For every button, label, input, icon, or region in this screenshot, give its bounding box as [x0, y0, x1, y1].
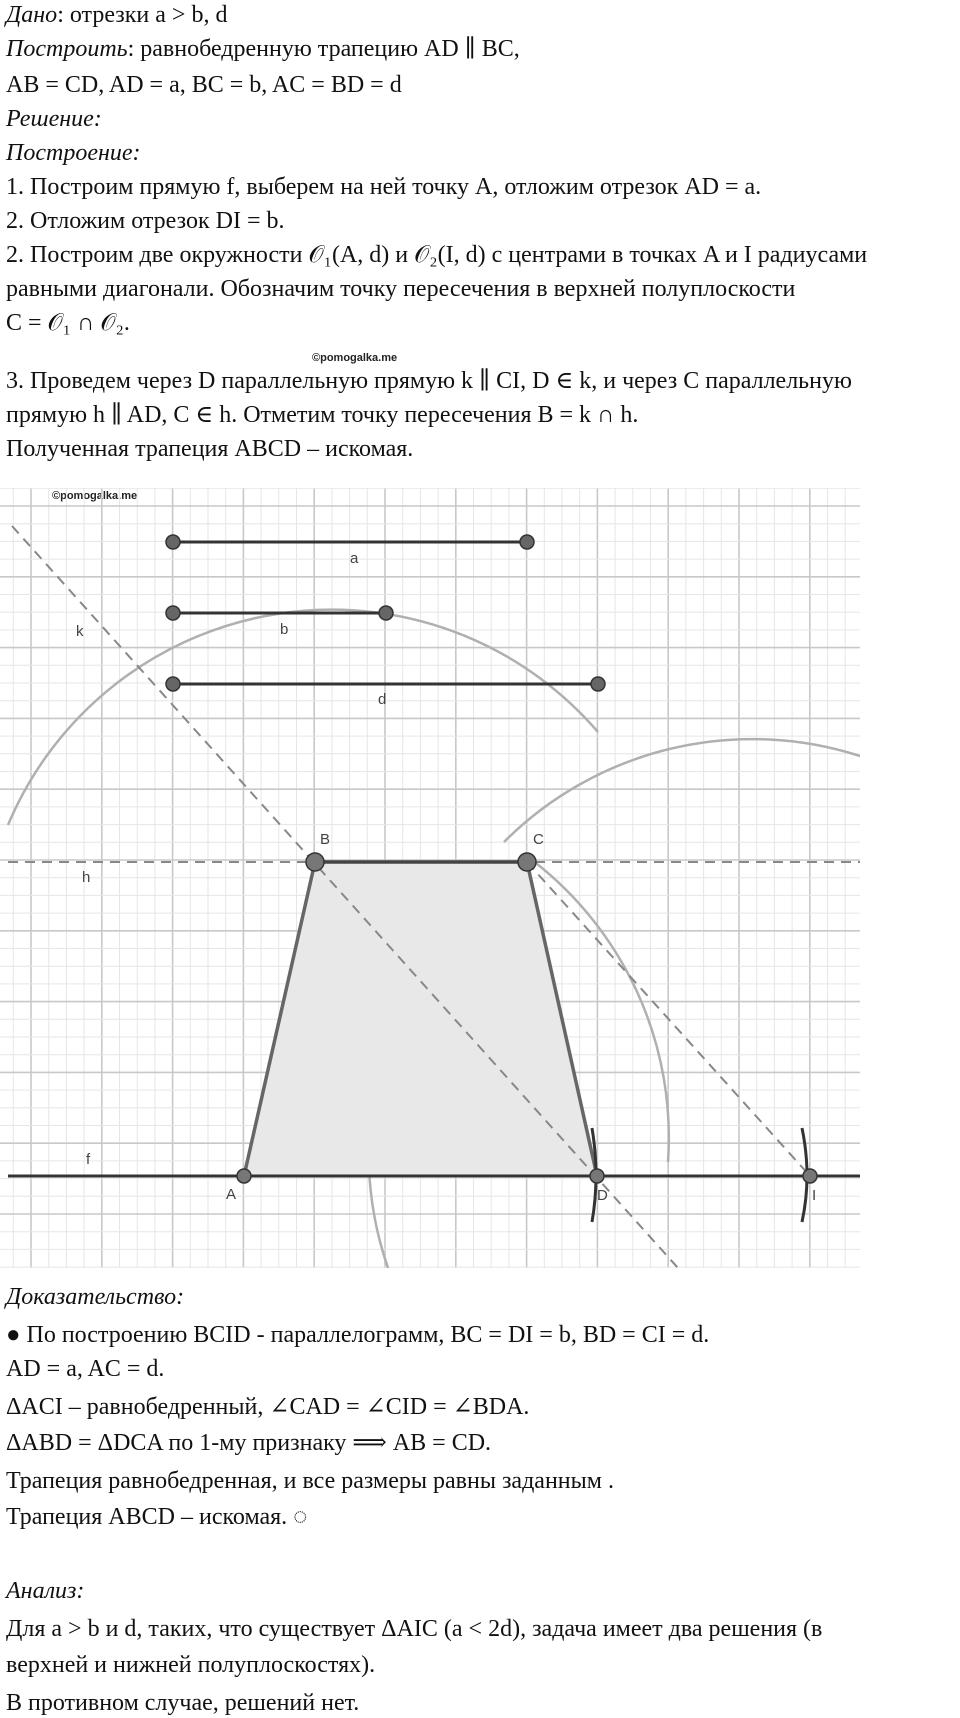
- segment-a-end-point: [520, 535, 534, 549]
- label-h-line: h: [82, 869, 91, 886]
- watermark-figure: ©pomogalka.me: [52, 490, 138, 502]
- circle-arc-o2-top: [504, 739, 860, 842]
- proof-line-1: ● По построению BCID - параллелограмм, BC = DI = b, BD = CI = d.: [6, 1322, 710, 1348]
- given-line: [6, 0, 227, 30]
- step-3-cont: прямую h ∥ AD, C ∈ h. Отметим точку пересечения B = k ∩ h.: [6, 402, 639, 428]
- label-point-d: D: [597, 1187, 608, 1204]
- segment-d-start-point: [166, 677, 180, 691]
- step-3: 3. Проведем через D параллельную прямую k ∥ CI, D ∈ k, и через C параллельную: [6, 368, 852, 394]
- circle-arc-o1-top: [8, 610, 598, 825]
- construction-figure: [0, 488, 860, 1268]
- segment-b-end-point: [379, 606, 393, 620]
- point-d: [590, 1169, 604, 1183]
- label-a-segment: a: [350, 550, 359, 567]
- label-point-i: I: [812, 1187, 817, 1204]
- construct-conditions: AB = CD, AD = a, BC = b, AC = BD = d: [6, 72, 402, 98]
- label-point-c: C: [533, 831, 544, 848]
- proof-line-2: AD = a, AC = d.: [6, 1356, 165, 1382]
- result-line: Полученная трапеция ABCD – искомая.: [6, 436, 414, 462]
- point-b: [306, 853, 324, 871]
- label-k-line: k: [76, 623, 84, 640]
- label-point-b: B: [320, 831, 331, 848]
- analysis-line-1: Для a > b и d, таких, что существует ΔAIC (a < 2d), задача имеет два решения (в: [6, 1616, 823, 1642]
- watermark-top: ©pomogalka.me: [312, 352, 398, 364]
- label-point-a: A: [226, 1186, 237, 1203]
- proof-line-4: ΔABD = ΔDCA по 1-му признаку ⟹ AB = CD.: [6, 1430, 492, 1456]
- proof-line-6: Трапеция ABCD – искомая. ◌: [6, 1504, 308, 1530]
- solution-label: Решение:: [6, 106, 102, 132]
- label-d-segment: d: [378, 691, 387, 708]
- given-label: Дано: [6, 2, 58, 28]
- step-2b-formula: C = 𝒪₁ ∩ 𝒪₂.: [6, 310, 130, 336]
- proof-label: Доказательство:: [6, 1284, 185, 1310]
- point-i: [803, 1169, 817, 1183]
- step-1: 1. Построим прямую f, выберем на ней точку A, отложим отрезок AD = a.: [6, 174, 762, 200]
- construct-label: Построить: [6, 36, 128, 62]
- analysis-label: Анализ:: [6, 1578, 85, 1604]
- label-b-segment: b: [280, 621, 289, 638]
- step-2: 2. Отложим отрезок DI = b.: [6, 208, 285, 234]
- proof-line-5: Трапеция равнобедренная, и все размеры равны заданным .: [6, 1468, 614, 1494]
- construct-line: [6, 34, 520, 64]
- point-a: [237, 1169, 251, 1183]
- segment-d-end-point: [591, 677, 605, 691]
- segment-a-start-point: [166, 535, 180, 549]
- point-c: [518, 853, 536, 871]
- construct-text: : равнобедренную трапецию AD ∥ BC,: [127, 36, 520, 62]
- label-f-line: f: [86, 1151, 91, 1168]
- analysis-line-2: верхней и нижней полуплоскостях).: [6, 1652, 376, 1678]
- step-2b-cont: равными диагонали. Обозначим точку пересечения в верхней полуплоскости: [6, 276, 796, 302]
- analysis-line-3: В противном случае, решений нет.: [6, 1690, 360, 1716]
- construction-label: Построение:: [6, 140, 141, 166]
- proof-line-3: ΔACI – равнобедренный, ∠CAD = ∠CID = ∠BDA.: [6, 1394, 530, 1420]
- segment-b-start-point: [166, 606, 180, 620]
- given-text: : отрезки a > b, d: [57, 2, 228, 28]
- step-2b: 2. Построим две окружности 𝒪₁(A, d) и 𝒪₂(I, d) с центрами в точках A и I радиусами: [6, 242, 868, 268]
